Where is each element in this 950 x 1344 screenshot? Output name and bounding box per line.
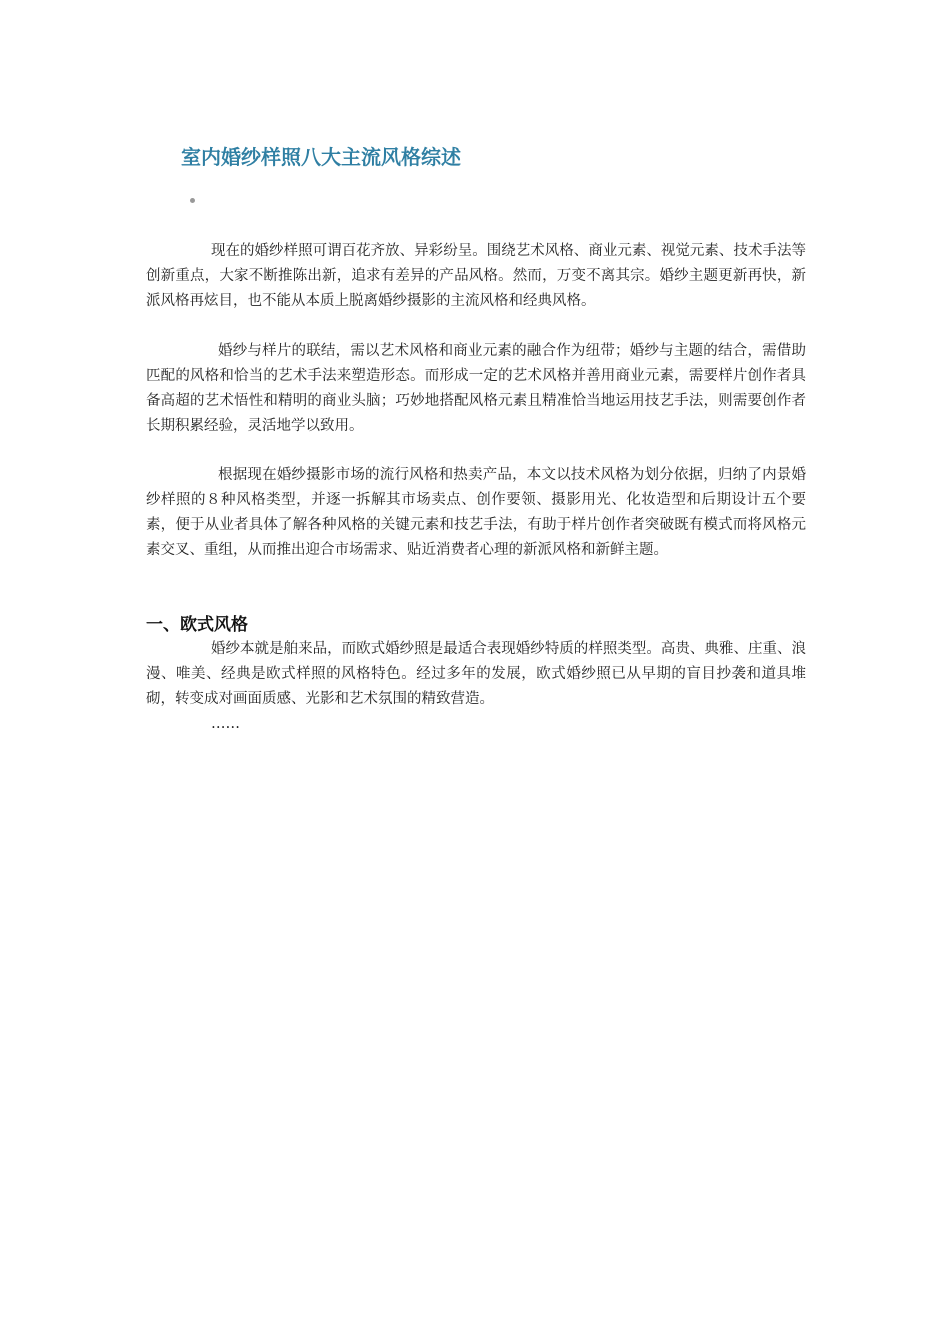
continuation-ellipsis: …… xyxy=(211,716,240,732)
document-title: 室内婚纱样照八大主流风格综述 xyxy=(181,145,461,169)
section-paragraph-european: 婚纱本就是舶来品，而欧式婚纱照是最适合表现婚纱特质的样照类型。高贵、典雅、庄重、浪漫、唯美、经典是欧式样照的风格特色。经过多年的发展，欧式婚纱照已从早期的盲目抄袭和道具堆砌，转变成对画面质感、光影和艺术氛围的精致营造。 xyxy=(146,641,806,707)
intro-paragraph-1: 现在的婚纱样照可谓百花齐放、异彩纷呈。围绕艺术风格、商业元素、视觉元素、技术手法等创新重点，大家不断推陈出新，追求有差异的产品风格。然而，万变不离其宗。婚纱主题更新再快，新派风格再炫目，也不能从本质上脱离婚纱摄影的主流风格和经典风格。 xyxy=(146,243,806,309)
intro-paragraph-3: 根据现在婚纱摄影市场的流行风格和热卖产品，本文以技术风格为划分依据，归纳了内景婚纱样照的８种风格类型，并逐一拆解其市场卖点、创作要领、摄影用光、化妆造型和后期设计五个要素，便于从业者具体了解各种风格的关键元素和技艺手法，有助于样片创作者突破既有模式而将风格元素交叉、重组，从而推出迎合市场需求、贴近消费者心理的新派风格和新鲜主题。 xyxy=(146,467,806,558)
section-heading-european: 一、欧式风格 xyxy=(146,615,248,635)
bullet-dot-icon xyxy=(190,198,195,203)
intro-paragraph-2: 婚纱与样片的联结，需以艺术风格和商业元素的融合作为纽带；婚纱与主题的结合，需借助匹配的风格和恰当的艺术手法来塑造形态。而形成一定的艺术风格并善用商业元素，需要样片创作者具备高超的艺术悟性和精明的商业头脑；巧妙地搭配风格元素且精准恰当地运用技艺手法，则需要创作者长期积累经验，灵活地学以致用。 xyxy=(146,343,806,434)
